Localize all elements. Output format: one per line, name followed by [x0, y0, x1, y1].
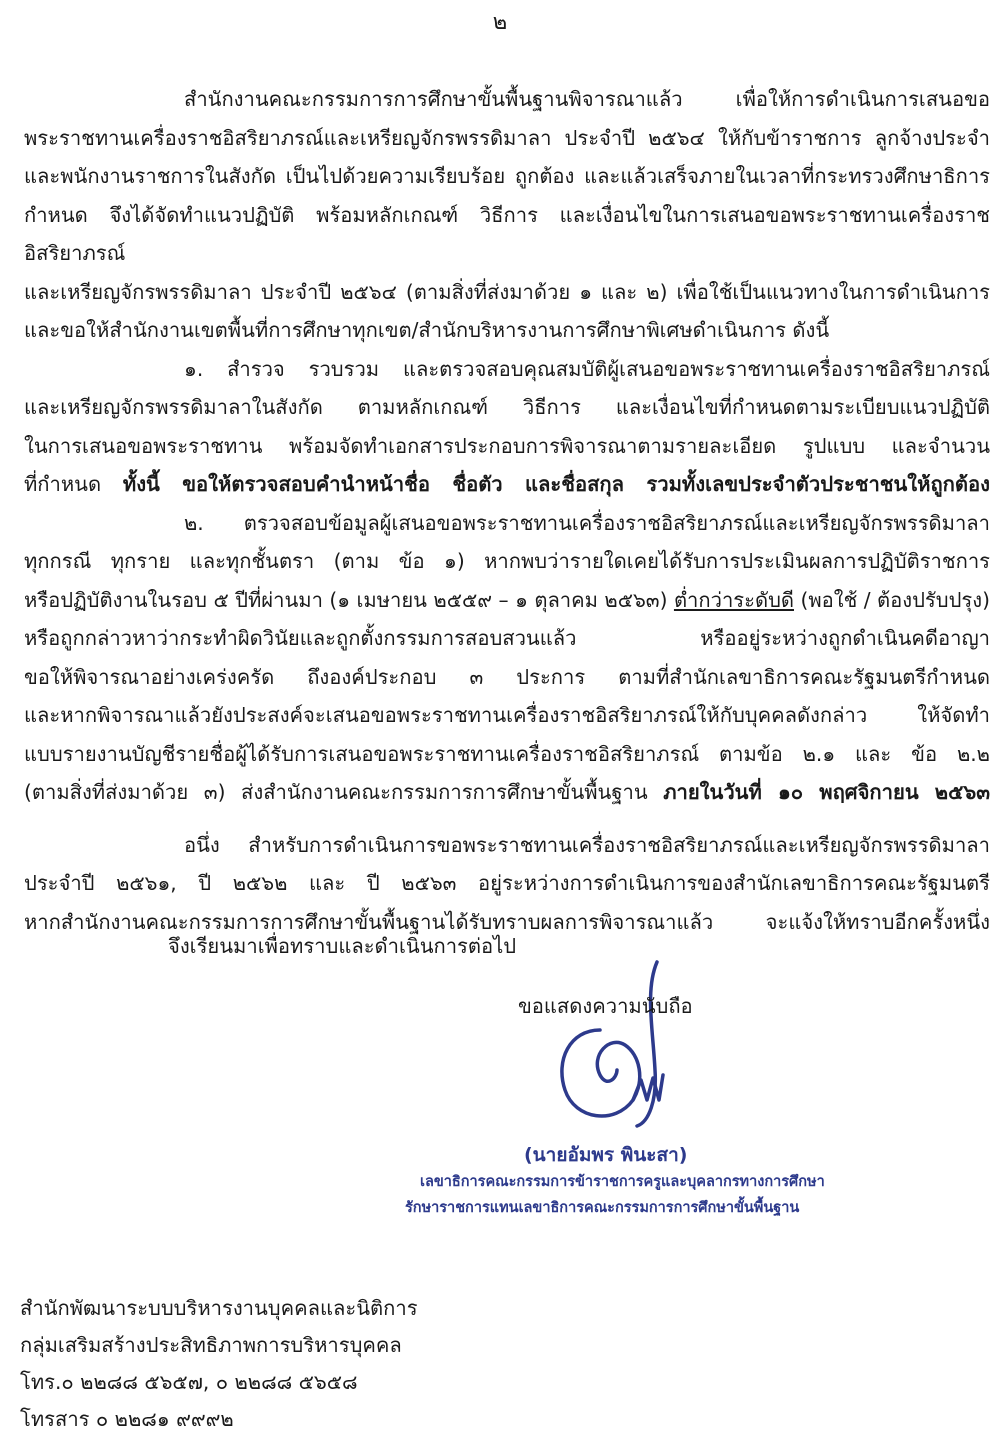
body-line: และพนักงานราชการในสังกัด เป็นไปด้วยความเรียบร้อย ถูกต้อง และแล้วเสร็จภายในเวลาที่กระทรวงศึกษาธิการ [24, 164, 990, 188]
body-line: อนึ่ง สำหรับการดำเนินการขอพระราชทานเครื่องราชอิสริยาภรณ์และเหรียญจักรพรรดิมาลา [184, 832, 990, 857]
body-line: และเหรียญจักรพรรดิมาลา ประจำปี ๒๕๖๔ (ตามสิ่งที่ส่งมาด้วย ๑ และ ๒) เพื่อใช้เป็นแนวทางในการดำเนินการ [24, 279, 990, 304]
body-text: ที่กำหนด [24, 472, 102, 496]
body-line: และหากพิจารณาแล้วยังประสงค์จะเสนอขอพระราชทานเครื่องราชอิสริยาภรณ์ให้กับบุคคลดังกล่าว ให้จัดทำ [24, 703, 990, 727]
signer-position: เลขาธิการคณะกรรมการข้าราชการครูและบุคลากรทางการศึกษา [420, 1174, 825, 1190]
body-line: สำนักงานคณะกรรมการการศึกษาขั้นพื้นฐานพิจารณาแล้ว เพื่อให้การดำเนินการเสนอขอ [184, 87, 990, 111]
body-line: หากสำนักงานคณะกรรมการการศึกษาขั้นพื้นฐานได้รับทราบผลการพิจารณาแล้ว จะแจ้งให้ทราบอีกครั้งหนึ่ง [24, 909, 990, 934]
body-text: หรือปฏิบัติงานในรอบ ๕ ปีที่ผ่านมา (๑ เมษายน ๒๕๕๙ – ๑ ตุลาคม ๒๕๖๓) [24, 587, 668, 612]
deadline-text: ภายในวันที่ ๑๐ พฤศจิกายน ๒๕๖๓ [663, 780, 990, 804]
footer-contact [20, 1290, 418, 1438]
body-line: ขอให้พิจารณาอย่างเคร่งครัด ถึงองค์ประกอบ ๓ ประการ ตามที่สำนักเลขาธิการคณะรัฐมนตรีกำหนด [24, 664, 990, 689]
body-line: พระราชทานเครื่องราชอิสริยาภรณ์และเหรียญจักรพรรดิมาลา ประจำปี ๒๕๖๔ ให้กับข้าราชการ ลูกจ้างประจำ [24, 125, 990, 150]
footer-office: สำนักพัฒนาระบบบริหารงานบุคคลและนิติการ [20, 1296, 418, 1320]
signature-icon [545, 960, 705, 1130]
emphasis-text: ทั้งนี้ ขอให้ตรวจสอบคำนำหน้าชื่อ ชื่อตัว และชื่อสกุล รวมทั้งเลขประจำตัวประชาชนให้ถูกต้อง [122, 472, 990, 496]
body-line: กำหนด จึงได้จัดทำแนวปฏิบัติ พร้อมหลักเกณฑ์ วิธีการ และเงื่อนไขในการเสนอขอพระราชทานเครื่องราชอิสริยาภรณ์ [24, 202, 990, 265]
body-line: ๑. สำรวจ รวบรวม และตรวจสอบคุณสมบัติผู้เสนอขอพระราชทานเครื่องราชอิสริยาภรณ์ [184, 356, 990, 381]
body-text: (ตามสิ่งที่ส่งมาด้วย ๓) ส่งสำนักงานคณะกรรมการการศึกษาขั้นพื้นฐาน [24, 780, 648, 804]
closing-line: จึงเรียนมาเพื่อทราบและดำเนินการต่อไป [168, 934, 517, 958]
body-line [24, 465, 990, 504]
body-line: และขอให้สำนักงานเขตพื้นที่การศึกษาทุกเขต/สำนักบริหารงานการศึกษาพิเศษดำเนินการ ดังนี้ [24, 318, 830, 342]
page-number: ๒ [492, 10, 508, 35]
body-line: แบบรายงานบัญชีรายชื่อผู้ได้รับการเสนอขอพระราชทานเครื่องราชอิสริยาภรณ์ ตามข้อ ๒.๑ และ ข้อ ๒.๒ [24, 741, 990, 766]
footer-fax: โทรสาร ๐ ๒๒๘๑ ๙๙๙๒ [20, 1407, 234, 1431]
signer-position-acting: รักษาราชการแทนเลขาธิการคณะกรรมการการศึกษาขั้นพื้นฐาน [405, 1200, 800, 1216]
body-line [24, 773, 990, 812]
body-line: ในการเสนอขอพระราชทาน พร้อมจัดทำเอกสารประกอบการพิจารณาตามรายละเอียด รูปแบบ และจำนวน [24, 433, 990, 458]
body-line [24, 581, 990, 620]
footer-group: กลุ่มเสริมสร้างประสิทธิภาพการบริหารบุคคล [20, 1333, 402, 1357]
regards-line: ขอแสดงความนับถือ [518, 994, 693, 1018]
signer-name: (นายอัมพร พินะสา) [524, 1144, 688, 1166]
letter-body [24, 80, 990, 941]
body-line: ทุกกรณี ทุกราย และทุกชั้นตรา (ตาม ข้อ ๑) หากพบว่ารายใดเคยได้รับการประเมินผลการปฏิบัติราชการ [24, 549, 990, 573]
body-line: และเหรียญจักรพรรดิมาลาในสังกัด ตามหลักเกณฑ์ วิธีการ และเงื่อนไขที่กำหนดตามระเบียบแนวปฏิบัติ [24, 395, 990, 419]
body-line: ๒. ตรวจสอบข้อมูลผู้เสนอขอพระราชทานเครื่องราชอิสริยาภรณ์และเหรียญจักรพรรดิมาลา [184, 510, 990, 535]
footer-phone: โทร.๐ ๒๒๘๘ ๕๖๕๗, ๐ ๒๒๘๘ ๕๖๕๘ [20, 1370, 358, 1394]
body-line: ประจำปี ๒๕๖๑, ปี ๒๕๖๒ และ ปี ๒๕๖๓ อยู่ระหว่างการดำเนินการของสำนักเลขาธิการคณะรัฐมนตรี [24, 871, 990, 895]
body-line: หรือถูกกล่าวหาว่ากระทำผิดวินัยและถูกตั้งกรรมการสอบสวนแล้ว หรืออยู่ระหว่างถูกดำเนินคดีอาญา [24, 626, 990, 650]
body-text: (พอใช้ / ต้องปรับปรุง) [800, 587, 990, 612]
underlined-text: ต่ำกว่าระดับดี [673, 587, 794, 612]
